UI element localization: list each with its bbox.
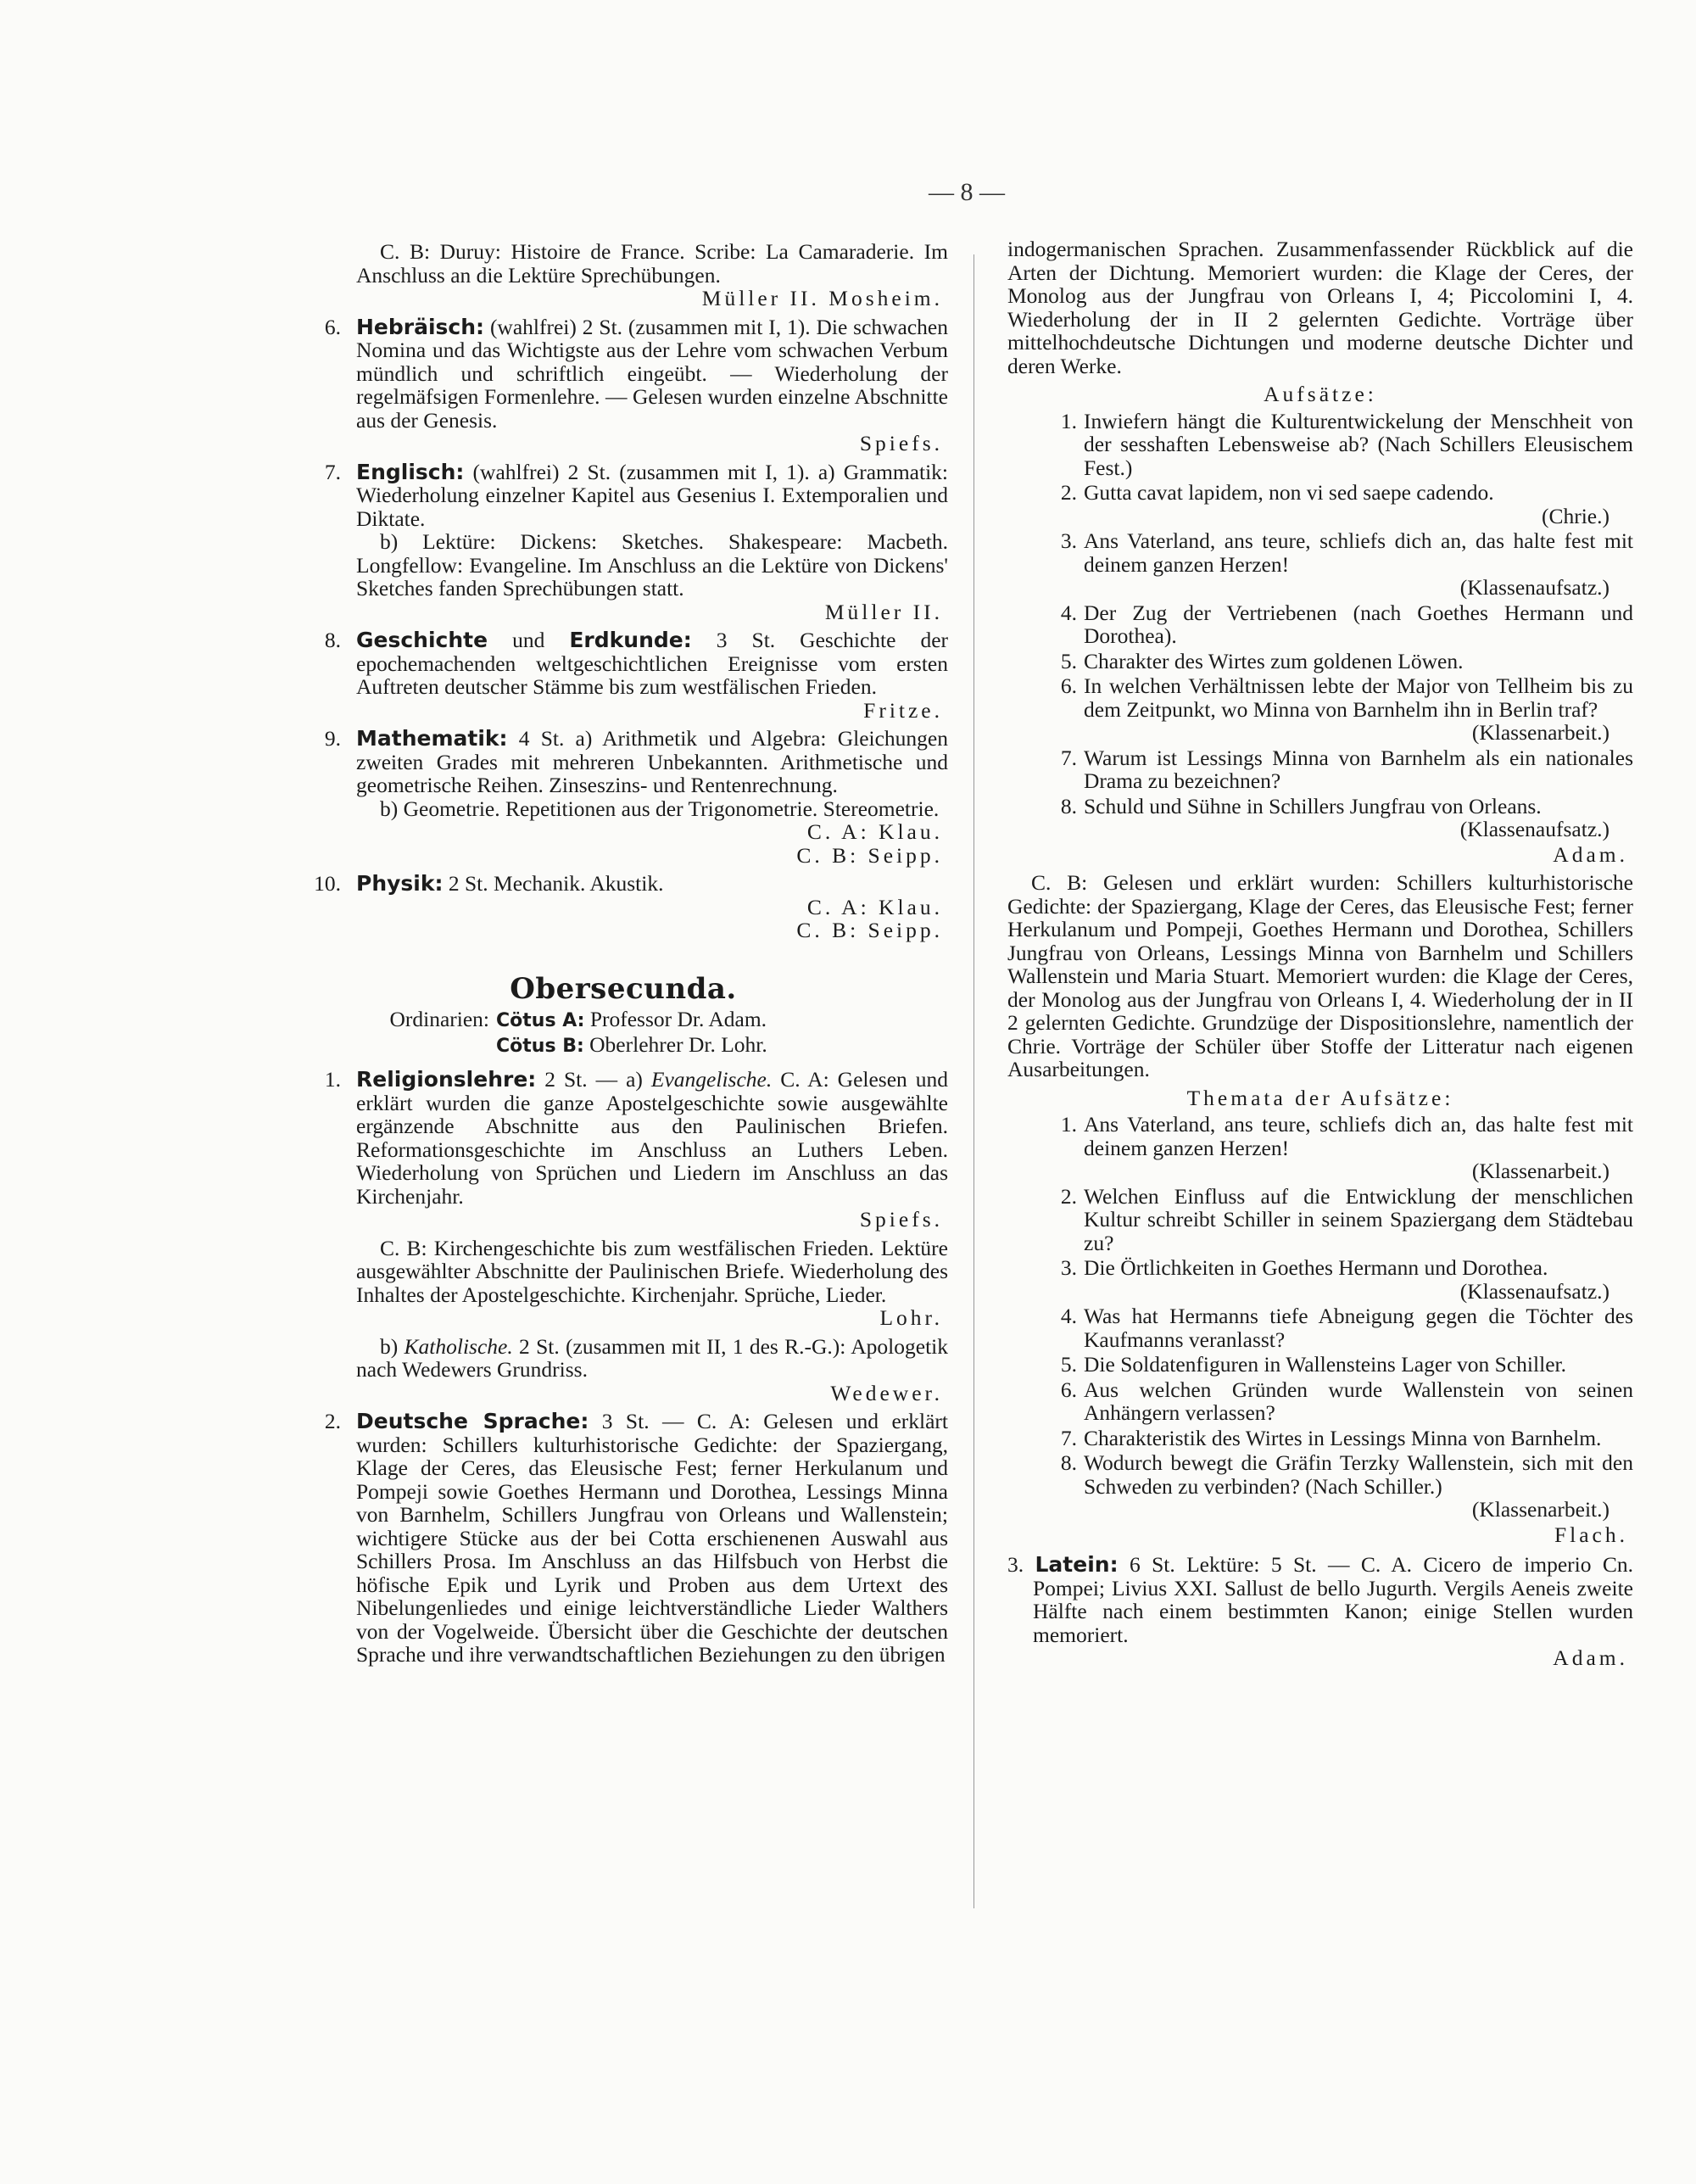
essay-number: 5. [1060, 1352, 1077, 1377]
section-heading: Physik: [356, 871, 444, 896]
teacher-signature: Lohr. [879, 1305, 943, 1330]
essay-number: 5. [1060, 648, 1077, 673]
section-number: 7. [324, 459, 341, 484]
essay-text: Die Örtlichkeiten in Goethes Hermann und Dorothea. [1084, 1255, 1548, 1280]
essay-text: Ans Vaterland, ans teure, schliefs dich an, das halte fest mit deinem ganzen Herzen! [1084, 528, 1633, 577]
paragraph: C. A: Gelesen und erklärt wurden die ganze Apostelgeschichte sowie ausgewählte ergänzende Abschnitte aus den Paulinischen Briefen. Reformationsgeschichte im Anschluss an Luthers Leben. Wiederholung von Sprüchen und Liedern im Anschluss an das Kirchenjahr. [356, 1067, 949, 1209]
paragraph: 2 St. (zusammen mit II, 1 des R.-G.): Apologetik nach Wedewers Grundriss. [356, 1333, 949, 1382]
paragraph: b) Lektüre: Dickens: Sketches. Shakespeare: Macbeth. Longfellow: Evangeline. Im Anschluss an die Lektüre von Dickens' Sketches fanden Sprechübungen statt. [356, 529, 948, 600]
paragraph: C. B: Kirchengeschichte bis zum westfälischen Frieden. Lektüre ausgewählter Abschnitte der Paulinischen Briefe. Wiederholung des Inhaltes der Apostelgeschichte. Kirchenjahr. Sprüche, Lieder. [356, 1235, 948, 1307]
paragraph: b) Geometrie. Repetitionen aus der Trigonometrie. Stereometrie. [380, 796, 940, 821]
teacher-signature: Müller II. [824, 599, 943, 624]
right-column [1007, 237, 1633, 1675]
essay-text: Ans Vaterland, ans teure, schliefs dich an, das halte fest mit deinem ganzen Herzen! [1084, 1112, 1633, 1160]
cotus-label: Cötus A: [496, 1010, 585, 1031]
teacher-signature: C. A: Klau. [806, 894, 943, 919]
page-number: — 8 — [929, 178, 1005, 206]
conjunction: und [512, 628, 545, 652]
essay-item [1007, 1185, 1633, 1255]
left-column [298, 237, 948, 1667]
section-heading: Erdkunde: [569, 628, 692, 652]
section-english [298, 461, 948, 624]
paragraph: C. B: Duruy: Histoire de France. Scribe: La Camaraderie. Im Anschluss an die Lektüre Sprechübungen. [356, 239, 948, 288]
essay-number: 3. [1060, 528, 1077, 553]
essays-list [1007, 410, 1633, 841]
section-heading: Latein: [1035, 1552, 1119, 1577]
essay-text: Warum ist Lessings Minna von Barnhelm als ein nationales Drama zu bezeichnen? [1084, 745, 1633, 793]
paragraph: 2 St. Mechanik. Akustik. [448, 871, 664, 896]
essay-number: 4. [1060, 1304, 1077, 1328]
class-heading: Obersecunda. [510, 971, 737, 1006]
teacher-signature: Adam. [1553, 1645, 1628, 1670]
essay-number: 4. [1060, 600, 1077, 625]
essay-item [1007, 481, 1633, 528]
teacher-signature: C. B: Seipp. [796, 918, 943, 942]
teacher-signature: Spiefs. [859, 1207, 943, 1232]
paragraph: 3 St. Geschichte der epochemachenden weltgeschichtlichen Ereignisse vom ersten Auftreten deutscher Stämme bis zum westfälischen Frieden. [356, 628, 949, 699]
essay-number: 8. [1060, 793, 1077, 818]
essay-text: Charakteristik des Wirtes in Lessings Minna von Barnhelm. [1084, 1425, 1602, 1450]
essay-number: 8. [1060, 1450, 1077, 1475]
essay-note: (Klassenaufsatz.) [1459, 817, 1610, 841]
essay-note: (Klassenaufsatz.) [1459, 1278, 1610, 1304]
essay-item [1007, 1451, 1633, 1522]
essay-item [1007, 410, 1633, 480]
essay-item [1007, 674, 1633, 745]
essay-item [1007, 529, 1633, 600]
essay-text: Inwiefern hängt die Kulturentwickelung der Menschheit von der sesshaften Lebensweise ab? (Nach Schillers Eleusischem Fest.) [1084, 408, 1633, 480]
paragraph: (wahlfrei) 2 St. (zusammen mit I, 1). a) Grammatik: Wiederholung einzelner Kapitel aus Gesenius I. Extemporalien und Diktate. [356, 459, 948, 531]
cotus-label: Cötus B: [496, 1035, 584, 1057]
section-french-cb [298, 240, 948, 310]
section-latin [1007, 1553, 1633, 1670]
essay-number: 2. [1060, 480, 1077, 505]
essay-item [1007, 650, 1633, 673]
section-number: 10. [314, 871, 341, 896]
essay-item [1007, 795, 1633, 841]
section-german [298, 1410, 948, 1667]
section-history [298, 628, 948, 722]
paragraph: (wahlfrei) 2 St. (zusammen mit I, 1). Die schwachen Nomina und das Wichtigste aus der Lehre vom schwachen Verbum mündlich und schriftlich eingeübt. — Wiederholung der regelmäfsigen Formenlehre. — Gelesen wurden einzelne Abschnitte aus der Genesis. [356, 314, 949, 433]
themes-list [1007, 1113, 1633, 1522]
teacher-signature: C. B: Seipp. [796, 842, 943, 868]
essay-number: 6. [1060, 1377, 1077, 1402]
section-heading: Englisch: [356, 459, 465, 484]
essay-text: Was hat Hermanns tiefe Abneigung gegen die Töchter des Kaufmanns veranlasst? [1084, 1304, 1633, 1352]
essay-text: In welchen Verhältnissen lebte der Major von Tellheim bis zu dem Zeitpunkt, wo Minna von Barnhelm ihn in Berlin traf? [1084, 673, 1633, 722]
essay-note: (Klassenarbeit.) [1471, 1159, 1610, 1183]
essay-item [1007, 1427, 1633, 1450]
essay-text: Aus welchen Gründen wurde Wallenstein von seinen Anhängern verlassen? [1084, 1377, 1633, 1425]
teacher-signature: Wedewer. [830, 1380, 943, 1405]
essay-item [1007, 1256, 1633, 1303]
ordinarius-name: Professor Dr. Adam. [589, 1007, 767, 1031]
paragraph: 3 St. — C. A: Gelesen und erklärt wurden: Schillers kulturhistorische Gedichte: der Spaziergang, Klage der Ceres, das Eleusische Fest; ferner Herkulanum und Pompeji sowie Goethes Hermann und Dorothea, Lessings Minna von Barnhelm, Schillers Jungfrau von Orleans und Wallenstein; wichtigere Stücke aus der bei Cotta erschienenen Auswahl aus Schillers Prosa. Im Anschluss an das Hilfsbuch von Herbst die höfische Epik und Lyrik und Proben aus dem Urtext des Nibelungenliedes und einige leichtverständliche Lieder Walthers von der Vogelweide. Übersicht über die Geschichte der deutschen Sprache und ihre verwandtschaftlichen Beziehungen zu den übrigen [356, 1409, 948, 1667]
essay-text: Schuld und Sühne in Schillers Jungfrau von Orleans. [1084, 793, 1542, 818]
lead: 2 St. — a) [544, 1067, 643, 1092]
subheading: Evangelische. [650, 1067, 773, 1092]
essay-number: 7. [1060, 1425, 1077, 1450]
section-hebrew [298, 316, 948, 455]
teacher-signature: Adam. [1553, 841, 1628, 867]
teacher-signature: Fritze. [863, 697, 943, 723]
essay-item [1007, 1353, 1633, 1377]
teacher-signature: C. A: Klau. [806, 819, 943, 844]
paragraph: 4 St. a) Arithmetik und Algebra: Gleichungen zweiten Grades mit mehreren Unbekannten. Arithmetische und geometrische Reihen. Zinseszins- und Rentenrechnung. [356, 726, 949, 797]
essay-number: 6. [1060, 673, 1077, 698]
essay-number: 1. [1060, 408, 1077, 433]
essay-item [1007, 601, 1633, 648]
section-religion [298, 1068, 948, 1405]
essay-item [1007, 1113, 1633, 1183]
essay-text: Gutta cavat lapidem, non vi sed saepe cadendo. [1084, 480, 1494, 505]
essay-text: Die Soldatenfiguren in Wallensteins Lager von Schiller. [1084, 1352, 1566, 1377]
section-heading: Hebräisch: [356, 314, 485, 339]
essay-item [1007, 1304, 1633, 1351]
ordinarius-name: Oberlehrer Dr. Lohr. [589, 1031, 767, 1057]
paragraph: C. B: Gelesen und erklärt wurden: Schillers kulturhistorische Gedichte: der Spaziergang, Klage der Ceres, das Eleusische Fest; ferner Herkulanum und Pompeji, Goethes Hermann und Dorothea, Schillers Jungfrau von Orleans, Lessings Minna von Barnhelm und Schillers Wallenstein und Maria Stuart. Memoriert wurden: die Klage der Ceres, der Monolog aus der Jungfrau von Orleans I, 4. Wiederholung der in II 2 gelernten Gedichte. Grundzüge der Dispositionslehre, namentlich der Chrie. Vorträge der Schüler über Stoffe der Litteratur nach eigenen Ausarbeitungen. [1007, 870, 1633, 1081]
section-number: 9. [324, 726, 341, 751]
section-heading: Mathematik: [356, 726, 508, 751]
essay-text: Welchen Einfluss auf die Entwicklung der menschlichen Kultur schreibt Schiller in seinem Spaziergang dem Städtebau zu? [1084, 1183, 1633, 1255]
section-mathematics [298, 727, 948, 867]
essay-number: 3. [1060, 1255, 1077, 1280]
essay-number: 7. [1060, 745, 1077, 770]
section-heading: Geschichte [356, 628, 488, 652]
section-heading: Deutsche Sprache: [356, 1409, 589, 1433]
essay-note: (Klassenarbeit.) [1471, 720, 1610, 745]
ordinarien-label: Ordinarien: [389, 1007, 489, 1031]
section-number: 8. [324, 628, 341, 652]
essay-text: Charakter des Wirtes zum goldenen Löwen. [1084, 648, 1464, 673]
essay-item [1007, 1378, 1633, 1425]
essay-number: 1. [1060, 1112, 1077, 1137]
section-number: 1. [324, 1067, 341, 1092]
essay-text: Wodurch bewegt die Gräfin Terzky Wallenstein, sich mit den Schweden zu verbinden? (Nach Schiller.) [1084, 1450, 1633, 1499]
teacher-signature: Spiefs. [859, 431, 943, 455]
ordinarien [356, 1008, 948, 1058]
lead: b) [380, 1333, 399, 1359]
essay-number: 2. [1060, 1183, 1077, 1209]
section-number: 3. [1007, 1552, 1024, 1577]
essay-note: (Chrie.) [1541, 503, 1610, 528]
essays-title: Aufsätze: [1264, 382, 1377, 406]
paragraph: 6 St. Lektüre: 5 St. — C. A. Cicero de imperio Cn. Pompei; Livius XXI. Sallust de bello Jugurth. Vergils Aeneis zweite Hälfte nach einem bestimmten Kanon; einige Stellen wurden memoriert. [1033, 1552, 1633, 1647]
themes-title: Themata der Aufsätze: [1186, 1085, 1454, 1110]
paragraph: indogermanischen Sprachen. Zusammenfassender Rückblick auf die Arten der Dichtung. Memoriert wurden: die Klage der Ceres, der Monolog aus der Jungfrau von Orleans I, 4; Piccolomini I, 4. Wiederholung der in II 2 gelernten Gedichte. Vorträge über mittelhochdeutsche Dichtungen und moderne deutsche Dichter und deren Werke. [1007, 237, 1633, 378]
subheading: Katholische. [404, 1333, 513, 1359]
essay-item [1007, 746, 1633, 793]
section-number: 2. [324, 1409, 341, 1433]
essay-note: (Klassenaufsatz.) [1459, 575, 1610, 600]
essay-text: Der Zug der Vertriebenen (nach Goethes Hermann und Dorothea). [1084, 600, 1633, 648]
section-physics [298, 872, 948, 942]
section-number: 6. [324, 314, 341, 339]
teacher-signature: Müller II. Mosheim. [701, 286, 943, 310]
essay-note: (Klassenarbeit.) [1471, 1497, 1610, 1522]
teacher-signature: Flach. [1554, 1522, 1628, 1547]
section-heading: Religionslehre: [356, 1067, 537, 1092]
